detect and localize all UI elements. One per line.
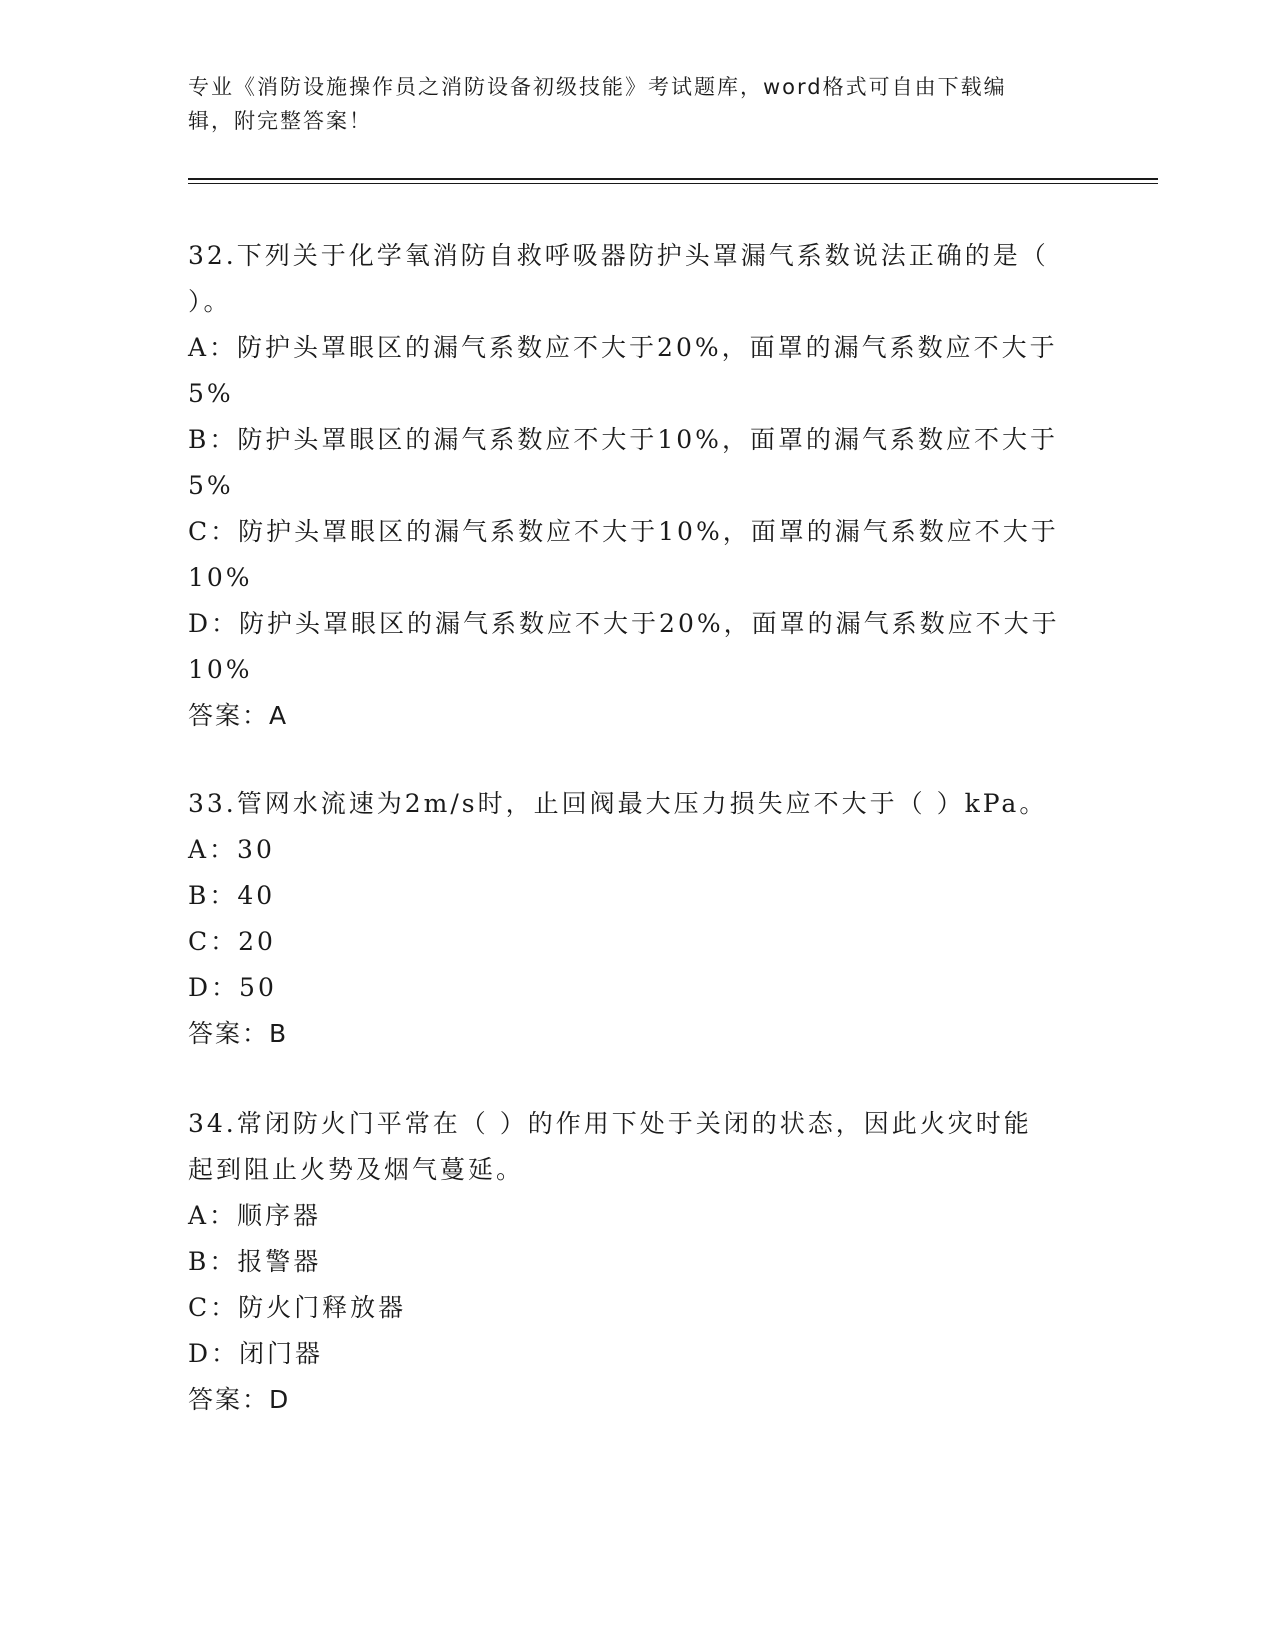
- option-a-continued: 5%: [188, 379, 234, 408]
- question-stem-line: 33.管网水流速为2m/s时，止回阀最大压力损失应不大于（ ）kPa。: [188, 789, 1048, 818]
- question-stem-line: 32.下列关于化学氧消防自救呼吸器防护头罩漏气系数说法正确的是（: [188, 241, 1049, 270]
- option-c: C：20: [188, 927, 276, 956]
- document-header: [188, 70, 1068, 138]
- question-33: [188, 781, 1088, 1057]
- header-divider-thick: [188, 178, 1158, 180]
- question-32: [188, 233, 1088, 739]
- option-b-continued: 5%: [188, 471, 234, 500]
- option-d: D：防护头罩眼区的漏气系数应不大于20%，面罩的漏气系数应不大于: [188, 609, 1060, 638]
- option-d: D：50: [188, 973, 277, 1002]
- answer-label: 答案：B: [188, 1019, 289, 1048]
- option-c: C：防火门释放器: [188, 1293, 407, 1322]
- header-line-2: 辑，附完整答案！: [188, 109, 372, 133]
- question-stem-line: 34.常闭防火门平常在（ ）的作用下处于关闭的状态，因此火灾时能: [188, 1109, 1032, 1138]
- option-b: B：报警器: [188, 1247, 322, 1276]
- answer-label: 答案：D: [188, 1385, 291, 1414]
- option-a: A：防护头罩眼区的漏气系数应不大于20%，面罩的漏气系数应不大于: [188, 333, 1058, 362]
- option-b: B：40: [188, 881, 276, 910]
- question-stem-line: 起到阻止火势及烟气蔓延。: [188, 1155, 525, 1184]
- option-b: B：防护头罩眼区的漏气系数应不大于10%，面罩的漏气系数应不大于: [188, 425, 1058, 454]
- option-d-continued: 10%: [188, 655, 253, 684]
- header-divider-thin: [188, 183, 1158, 184]
- answer-label: 答案：A: [188, 701, 289, 730]
- header-line-1: 专业《消防设施操作员之消防设备初级技能》考试题库，word格式可自由下载编: [188, 75, 1007, 99]
- question-stem-line: ）。: [188, 287, 232, 316]
- option-a: A：30: [188, 835, 275, 864]
- option-c-continued: 10%: [188, 563, 253, 592]
- option-d: D：闭门器: [188, 1339, 324, 1368]
- option-a: A：顺序器: [188, 1201, 322, 1230]
- option-c: C：防护头罩眼区的漏气系数应不大于10%，面罩的漏气系数应不大于: [188, 517, 1059, 546]
- question-34: [188, 1101, 1088, 1423]
